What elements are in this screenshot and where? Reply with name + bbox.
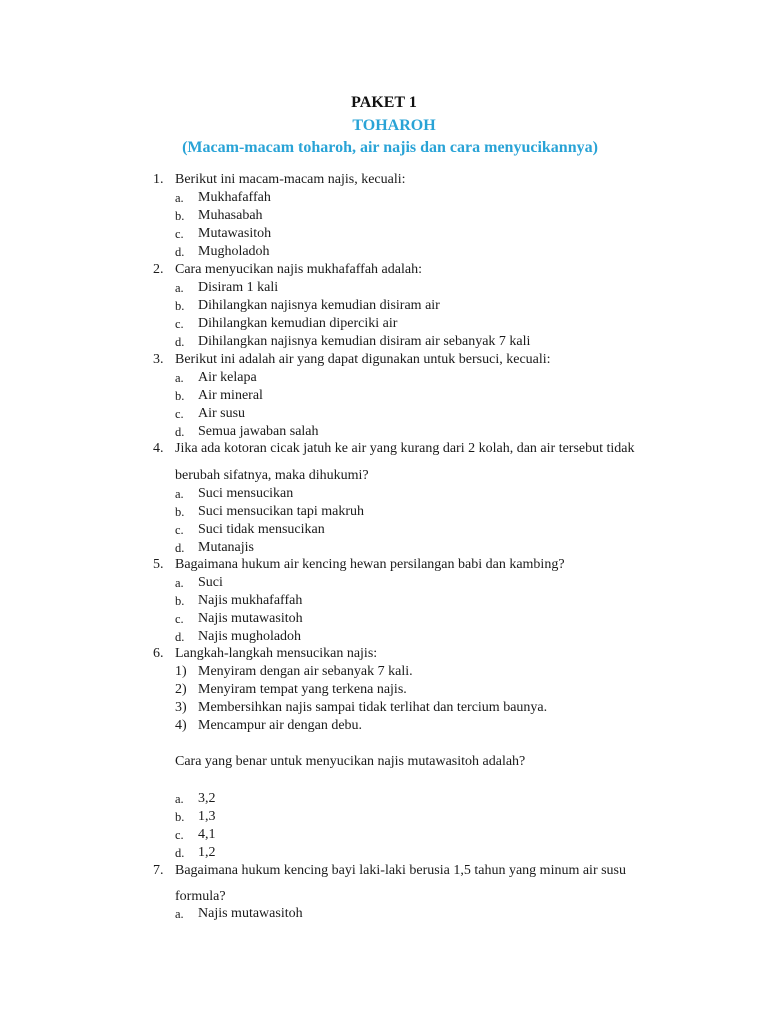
option-text: Najis mutawasitoh: [198, 906, 303, 921]
step-text: Menyiram tempat yang terkena najis.: [198, 682, 407, 697]
option-text: 1,2: [198, 845, 216, 860]
question-number: 3.: [153, 352, 164, 367]
option-text: Disiram 1 kali: [198, 280, 279, 295]
option-text: Najis mutawasitoh: [198, 611, 303, 626]
document-subtitle: TOHAROH: [352, 117, 436, 134]
option-text: Muhasabah: [198, 208, 263, 223]
option-label: a.: [175, 371, 184, 385]
option-label: d.: [175, 245, 185, 259]
option-text: Suci tidak mensucikan: [198, 522, 325, 537]
option-label: b.: [175, 389, 185, 403]
option-text: Najis mugholadoh: [198, 629, 302, 644]
step-label: 3): [175, 700, 187, 715]
option-text: Najis mukhafaffah: [198, 593, 303, 608]
option-text: Air susu: [198, 406, 246, 421]
option-text: Air kelapa: [198, 370, 257, 385]
step-text: Membersihkan najis sampai tidak terlihat dan tercium baunya.: [198, 700, 548, 715]
document-title: PAKET 1: [351, 94, 417, 111]
option-label: a.: [175, 191, 184, 205]
option-label: d.: [175, 541, 185, 555]
option-text: Dihilangkan kemudian diperciki air: [198, 316, 398, 331]
step-label: 4): [175, 718, 187, 733]
step-text: Menyiram dengan air sebanyak 7 kali.: [198, 664, 413, 679]
question-prompt: Cara yang benar untuk menyucikan najis mutawasitoh adalah?: [175, 754, 526, 769]
question-number: 4.: [153, 441, 164, 456]
option-label: c.: [175, 828, 184, 842]
option-text: Dihilangkan najisnya kemudian disiram air: [198, 298, 440, 313]
option-label: b.: [175, 594, 185, 608]
option-label: d.: [175, 630, 185, 644]
option-text: Dihilangkan najisnya kemudian disiram air sebanyak 7 kali: [198, 334, 531, 349]
question-text: Cara menyucikan najis mukhafaffah adalah:: [175, 262, 422, 277]
option-label: a.: [175, 487, 184, 501]
option-text: Mutanajis: [198, 540, 254, 555]
question-number: 7.: [153, 863, 164, 878]
option-text: Mukhafaffah: [198, 190, 271, 205]
option-label: c.: [175, 317, 184, 331]
step-label: 1): [175, 664, 187, 679]
question-number: 6.: [153, 646, 164, 661]
option-text: Suci: [198, 575, 223, 590]
option-label: b.: [175, 299, 185, 313]
option-text: 3,2: [198, 791, 216, 806]
option-label: c.: [175, 407, 184, 421]
option-label: d.: [175, 846, 185, 860]
option-label: a.: [175, 907, 184, 921]
option-text: 1,3: [198, 809, 216, 824]
option-label: b.: [175, 810, 185, 824]
step-text: Mencampur air dengan debu.: [198, 718, 363, 733]
option-label: c.: [175, 227, 184, 241]
option-label: a.: [175, 792, 184, 806]
question-text-continued: berubah sifatnya, maka dihukumi?: [175, 468, 369, 483]
option-text: Suci mensucikan tapi makruh: [198, 504, 365, 519]
document-description: (Macam-macam toharoh, air najis dan cara menyucikannya): [182, 139, 598, 156]
question-number: 2.: [153, 262, 164, 277]
question-text: Jika ada kotoran cicak jatuh ke air yang kurang dari 2 kolah, dan air tersebut tidak: [175, 441, 635, 456]
question-number: 5.: [153, 557, 164, 572]
option-text: Air mineral: [198, 388, 263, 403]
option-label: d.: [175, 425, 185, 439]
step-label: 2): [175, 682, 187, 697]
question-number: 1.: [153, 172, 164, 187]
option-text: Mugholadoh: [198, 244, 270, 259]
option-label: a.: [175, 281, 184, 295]
option-label: b.: [175, 505, 185, 519]
question-text: Berikut ini macam-macam najis, kecuali:: [175, 172, 406, 187]
option-label: a.: [175, 576, 184, 590]
option-label: d.: [175, 335, 185, 349]
option-label: c.: [175, 523, 184, 537]
question-text: Berikut ini adalah air yang dapat digunakan untuk bersuci, kecuali:: [175, 352, 551, 367]
option-text: Semua jawaban salah: [198, 424, 319, 439]
question-text: Langkah-langkah mensucikan najis:: [175, 646, 378, 661]
option-label: c.: [175, 612, 184, 626]
question-text: Bagaimana hukum air kencing hewan persilangan babi dan kambing?: [175, 557, 565, 572]
option-label: b.: [175, 209, 185, 223]
option-text: Mutawasitoh: [198, 226, 272, 241]
question-text-continued: formula?: [175, 889, 226, 904]
option-text: 4,1: [198, 827, 216, 842]
question-text: Bagaimana hukum kencing bayi laki-laki berusia 1,5 tahun yang minum air susu: [175, 863, 627, 878]
option-text: Suci mensucikan: [198, 486, 294, 501]
